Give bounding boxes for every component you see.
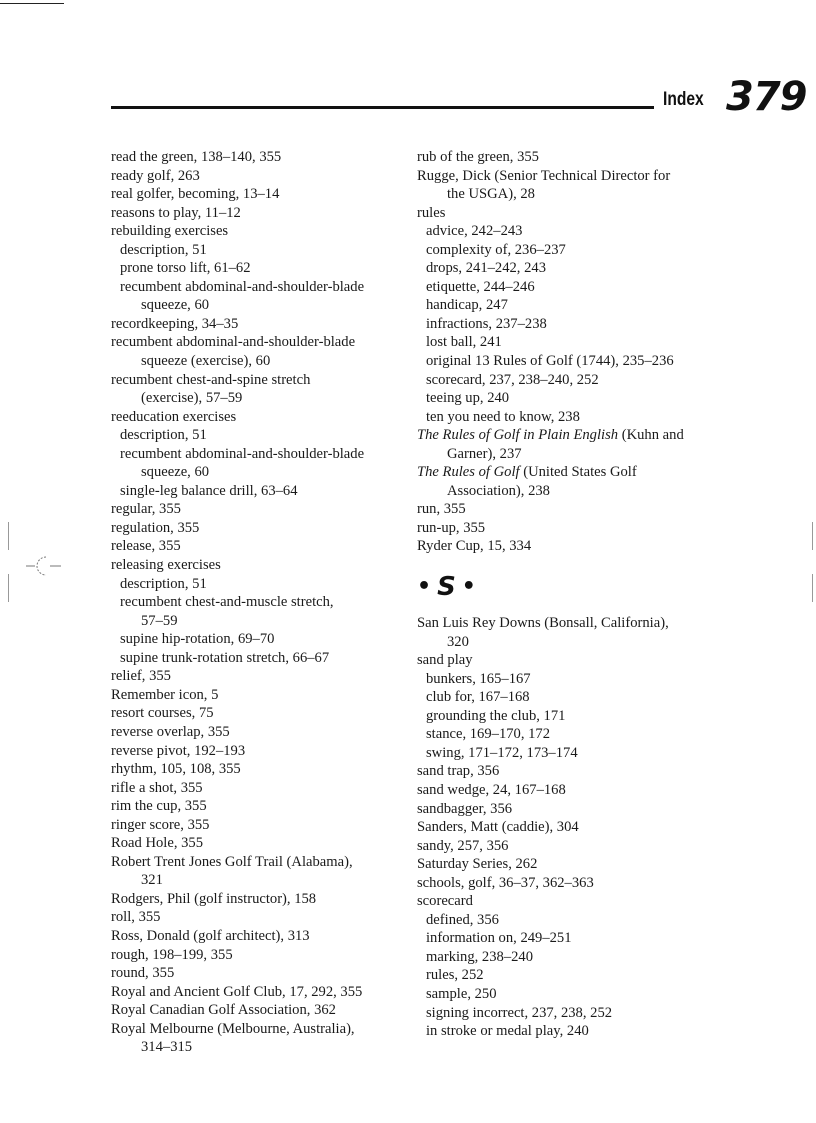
- index-entry: Royal Canadian Golf Association, 362: [111, 1002, 336, 1019]
- index-entry: recumbent chest-and-spine stretch: [111, 371, 311, 388]
- index-subentry: complexity of, 236–237: [426, 241, 566, 258]
- index-entry: Rugge, Dick (Senior Technical Director for: [417, 167, 671, 184]
- index-continuation: 320: [447, 633, 469, 650]
- index-entry: regulation, 355: [111, 519, 200, 536]
- index-subentry: club for, 167–168: [426, 689, 530, 706]
- index-entry: sand trap, 356: [417, 763, 500, 780]
- index-entry: Royal and Ancient Golf Club, 17, 292, 355: [111, 983, 363, 1000]
- index-subentry: infractions, 237–238: [426, 315, 547, 332]
- index-subentry: signing incorrect, 237, 238, 252: [426, 1004, 613, 1021]
- index-entry: recumbent abdominal-and-shoulder-blade: [111, 334, 356, 351]
- index-entry-book-title: [417, 426, 717, 445]
- index-subentry: scorecard, 237, 238–240, 252: [426, 371, 599, 388]
- index-entry: sand play: [417, 652, 473, 669]
- index-entry: run-up, 355: [417, 519, 486, 536]
- index-subentry: rules, 252: [426, 967, 484, 984]
- index-entry: reasons to play, 11–12: [111, 204, 241, 221]
- running-header-label: Index: [663, 89, 704, 110]
- index-entry: release, 355: [111, 538, 181, 555]
- section-letter-heading: [417, 568, 717, 606]
- index-subentry: marking, 238–240: [426, 948, 534, 965]
- section-bullet-right: •: [461, 573, 476, 599]
- index-entry: Saturday Series, 262: [417, 856, 538, 873]
- index-subentry: description, 51: [120, 575, 207, 592]
- index-subentry: lost ball, 241: [426, 334, 502, 351]
- index-subentry: handicap, 247: [426, 297, 508, 314]
- header-rule: [111, 106, 654, 109]
- index-subentry: information on, 249–251: [426, 930, 572, 947]
- index-entry: rim the cup, 355: [111, 798, 207, 815]
- index-entry: rhythm, 105, 108, 355: [111, 761, 241, 778]
- crop-mark-left-lower: [8, 574, 9, 602]
- index-continuation: squeeze (exercise), 60: [141, 353, 271, 370]
- book-title: The Rules of Golf: [417, 464, 520, 481]
- index-continuation: squeeze, 60: [141, 297, 210, 314]
- index-subentry: etiquette, 244–246: [426, 278, 535, 295]
- index-subentry: in stroke or medal play, 240: [426, 1023, 589, 1040]
- index-entry: Ross, Donald (golf architect), 313: [111, 927, 310, 944]
- index-entry-book-title: [417, 463, 717, 482]
- index-entry: sand wedge, 24, 167–168: [417, 781, 566, 798]
- index-entry: Sanders, Matt (caddie), 304: [417, 819, 579, 836]
- index-column-right: [417, 148, 717, 1041]
- crop-mark-right-lower: [812, 574, 813, 602]
- index-continuation: (exercise), 57–59: [141, 390, 243, 407]
- index-entry: run, 355: [417, 501, 466, 518]
- index-entry: ringer score, 355: [111, 816, 210, 833]
- index-entry: rebuilding exercises: [111, 223, 229, 240]
- index-entry: rub of the green, 355: [417, 149, 539, 165]
- index-entry: reverse pivot, 192–193: [111, 742, 246, 759]
- index-subentry: ten you need to know, 238: [426, 408, 580, 425]
- index-continuation: 57–59: [141, 612, 178, 629]
- index-continuation: Association), 238: [447, 482, 550, 499]
- book-title: The Rules of Golf in Plain English: [417, 427, 619, 444]
- index-subentry: description, 51: [120, 241, 207, 258]
- index-entry: rules: [417, 204, 446, 221]
- index-entry: regular, 355: [111, 501, 181, 518]
- index-entry: sandbagger, 356: [417, 800, 513, 817]
- index-subentry: single-leg balance drill, 63–64: [120, 482, 298, 499]
- book-title-detail: (United States Golf: [519, 464, 637, 481]
- index-entry: sandy, 257, 356: [417, 837, 509, 854]
- index-entry: ready golf, 263: [111, 167, 200, 184]
- section-bullet-left: •: [417, 573, 432, 599]
- index-subentry: teeing up, 240: [426, 390, 510, 407]
- index-entry: schools, golf, 36–37, 362–363: [417, 874, 594, 891]
- index-entry: Rodgers, Phil (golf instructor), 158: [111, 890, 317, 907]
- index-continuation: Garner), 237: [447, 445, 522, 462]
- index-entry: resort courses, 75: [111, 705, 214, 722]
- index-subentry: stance, 169–170, 172: [426, 726, 551, 743]
- index-entry: Ryder Cup, 15, 334: [417, 538, 532, 555]
- index-subentry: supine hip-rotation, 69–70: [120, 631, 275, 648]
- index-continuation: 321: [141, 872, 163, 889]
- crop-mark-right-upper: [812, 522, 813, 550]
- book-title-detail: (Kuhn and: [618, 427, 684, 444]
- index-subentry: original 13 Rules of Golf (1744), 235–236: [426, 353, 674, 370]
- index-continuation: the USGA), 28: [447, 186, 535, 203]
- index-subentry: swing, 171–172, 173–174: [426, 744, 578, 761]
- index-subentry: drops, 241–242, 243: [426, 260, 546, 277]
- index-subentry: description, 51: [120, 427, 207, 444]
- index-entry: read the green, 138–140, 355: [111, 149, 282, 165]
- index-entry: scorecard: [417, 893, 473, 910]
- top-edge-rule: [0, 3, 64, 4]
- index-subentry: advice, 242–243: [426, 223, 523, 240]
- index-entry: roll, 355: [111, 909, 161, 926]
- index-subentry: recumbent chest-and-muscle stretch,: [120, 594, 334, 611]
- index-column-left: [111, 148, 407, 1057]
- index-entry: releasing exercises: [111, 557, 221, 574]
- index-subentry: defined, 356: [426, 911, 499, 928]
- index-entry: Royal Melbourne (Melbourne, Australia),: [111, 1020, 355, 1037]
- index-entry: round, 355: [111, 965, 175, 982]
- registration-mark-icon: [26, 554, 62, 578]
- index-entry: Robert Trent Jones Golf Trail (Alabama),: [111, 853, 353, 870]
- index-entry: recordkeeping, 34–35: [111, 315, 239, 332]
- index-subentry: bunkers, 165–167: [426, 670, 531, 687]
- index-entry: San Luis Rey Downs (Bonsall, California),: [417, 615, 669, 632]
- index-entry: real golfer, becoming, 13–14: [111, 186, 280, 203]
- index-subentry: grounding the club, 171: [426, 707, 566, 724]
- index-subentry: supine trunk-rotation stretch, 66–67: [120, 649, 330, 666]
- index-entry: relief, 355: [111, 668, 171, 685]
- section-letter: S: [437, 571, 456, 602]
- index-subentry: recumbent abdominal-and-shoulder-blade: [120, 445, 365, 462]
- index-subentry: sample, 250: [426, 985, 497, 1002]
- index-entry: rough, 198–199, 355: [111, 946, 233, 963]
- index-subentry: recumbent abdominal-and-shoulder-blade: [120, 278, 365, 295]
- index-entry: reeducation exercises: [111, 408, 237, 425]
- crop-mark-left-upper: [8, 522, 9, 550]
- index-entry: Road Hole, 355: [111, 835, 204, 852]
- index-continuation: 314–315: [141, 1039, 193, 1056]
- index-entry: rifle a shot, 355: [111, 779, 203, 796]
- index-entry: Remember icon, 5: [111, 686, 219, 703]
- page-number: 379: [726, 74, 807, 120]
- index-entry: reverse overlap, 355: [111, 723, 230, 740]
- index-subentry: prone torso lift, 61–62: [120, 260, 251, 277]
- index-continuation: squeeze, 60: [141, 464, 210, 481]
